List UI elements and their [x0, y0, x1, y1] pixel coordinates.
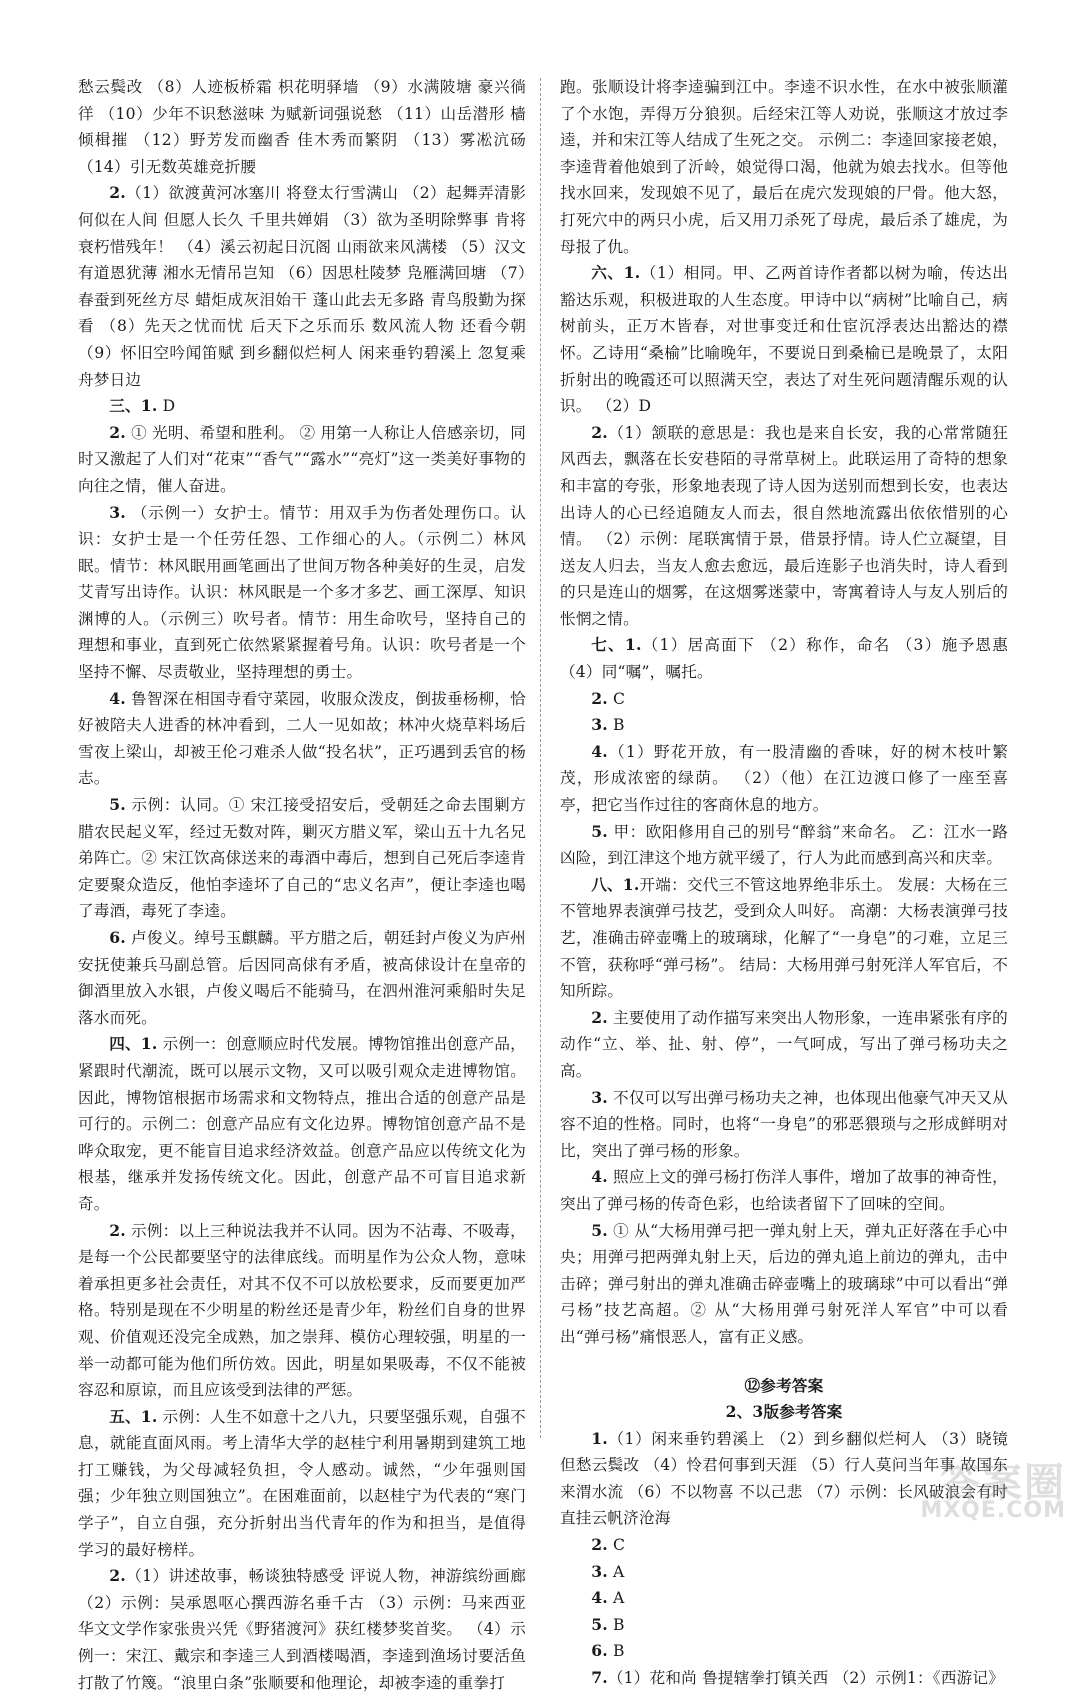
answer-item: 6. 卢俊义。绰号玉麒麟。平方腊之后，朝廷封卢俊义为庐州安抚使兼兵马副总管。后因同高俅有矛盾，被高俅设计在皇帝的御酒里放入水银，卢俊义喝后不能骑马，在泗州淮河乘船时失足落水而死。	[78, 928, 526, 1027]
answer-item: 4. 照应上文的弹弓杨打伤洋人事件，增加了故事的神奇性，突出了弹弓杨的传奇色彩，也给读者留下了回味的空间。	[560, 1167, 1008, 1213]
answer-item: 七、1.（1）居高面下 （2）称作，命名 （3）施予恩惠 （4）同“嘱”，嘱托。	[560, 635, 1008, 682]
watermark-url-text: MXQE.COM	[920, 1498, 1066, 1523]
answer-item: 2.（1）欲渡黄河冰塞川 将登太行雪满山 （2）起舞弄清影 何似在人间 但愿人长久 千里共婵娟 （3）欲为圣明除弊事 肯将衰朽惜残年！ （4）溪云初起日沉阁 山雨欲来风满楼 （5）汉文有道恩犹薄 湘水无情吊岂知 （6）因思杜陵梦 凫雁满回塘 （7）春蚕到死丝方尽 蜡炬成灰泪始干 蓬山此去无多路 青鸟殷勤为探看 （8）先天之忧而忧 后天下之乐而乐 数风流人物 还看今朝 （9）怀旧空吟闻笛赋 到乡翻似烂柯人 闲来垂钓碧溪上 忽复乘舟梦日边	[78, 183, 526, 389]
section-gap	[560, 1351, 1008, 1373]
section-subtitle: 2、3版参考答案	[725, 1402, 843, 1422]
answer-item: 2. C	[591, 1535, 626, 1555]
column-divider	[540, 78, 541, 1438]
answer-item: 6. B	[591, 1641, 625, 1661]
answer-item: 4. A	[591, 1588, 625, 1608]
answer-item: 四、1. 示例一：创意顺应时代发展。博物馆推出创意产品，紧跟时代潮流，既可以展示文物，又可以吸引观众走进博物馆。因此，博物馆根据市场需求和文物特点，推出合适的创意产品是可行的。示例二：创意产品应有文化边界。博物馆创意产品不是哗众取宠，更不能盲目追求经济效益。创意产品应以传统文化为根基，继承并发扬传统文化。因此，创意产品不可盲目追求新奇。	[78, 1034, 526, 1213]
answer-item: 三、1. D	[109, 396, 176, 416]
answer-item: 2.（1）颔联的意思是：我也是来自长安，我的心常常随狂风西去，飘落在长安巷陌的寻常草树上。此联运用了奇特的想象和丰富的夸张，形象地表现了诗人因为送别而想到长安，也表达出诗人的心已经追随友人而去，很自然地流露出依依惜别的心情。 （2）示例：尾联寓情于景，借景抒情。诗人伫立凝望，目送友人归去，当友人愈去愈远，最后连影子也消失时，诗人看到的只是连山的烟雾，在这烟雾迷蒙中，寄寓着诗人与友人别后的怅惘之情。	[560, 422, 1008, 628]
answer-item: 5. ① 从“大杨用弹弓把一弹丸射上天，弹丸正好落在手心中央；用弹弓把两弹丸射上天，后边的弹丸追上前边的弹丸，击中击碎；弹弓射出的弹丸准确击碎壶嘴上的玻璃球”中可以看出“弹弓杨”技艺高超。② 从“大杨用弹弓射死洋人军官”中可以看出“弹弓杨”痛恨恶人，富有正义感。	[560, 1220, 1008, 1346]
answer-item: 六、1.（1）相同。甲、乙两首诗作者都以树为喻，传达出豁达乐观，积极进取的人生态度。甲诗中以“病树”比喻自己，病树前头，正万木皆春，对世事变迁和仕宦沉浮表达出豁达的襟怀。乙诗用“桑榆”比喻晚年，不要说日到桑榆已是晚景了，太阳折射出的晚霞还可以照满天空，表达了对生死问题清醒乐观的认识。 （2）D	[560, 263, 1008, 416]
answer-item: 2. ① 光明、希望和胜利。 ② 用第一人称让人倍感亲切，同时又激起了人们对“花束”“香气”“露水”“亮灯”这一类美好事物的向往之情，催人奋进。	[78, 422, 526, 495]
answer-item: 5. 示例：认同。① 宋江接受招安后，受朝廷之命去围剿方腊农民起义军，经过无数对阵，剿灭方腊义军，梁山五十九名兄弟阵亡。② 宋江饮高俅送来的毒酒中毒后，想到自己死后李逵肯定要聚众造反，他怕李逵坏了自己的“忠义名声”，便让李逵也喝了毒酒，毒死了李逵。	[78, 795, 526, 921]
site-watermark	[874, 1451, 1074, 1523]
left-column	[78, 74, 526, 1696]
section-title: ⑫参考答案	[744, 1375, 824, 1395]
answer-item: 3. 不仅可以写出弹弓杨功夫之神，也体现出他豪气冲天又从容不迫的性格。同时，也将“一身皂”的邪恶猥琐与之形成鲜明对比，突出了弹弓杨的形象。	[560, 1087, 1008, 1160]
watermark-logo-text: 答案圈	[940, 1460, 1066, 1506]
answer-item: 7.（1）花和尚 鲁提辖拳打镇关西 （2）示例1：《西游记》	[591, 1668, 1005, 1688]
answer-item: 5. B	[591, 1614, 625, 1634]
answer-item: 5. 甲：欧阳修用自己的别号“醉翁”来命名。 乙：江水一路凶险，到江津这个地方就平缓了，行人为此而感到高兴和庆幸。	[560, 821, 1008, 868]
answer-item: 3. （示例一）女护士。情节：用双手为伤者处理伤口。认识：女护士是一个任劳任怨、工作细心的人。（示例二）林风眠。情节：林风眠用画笔画出了世间万物各种美好的生灵，启发艾青写出诗作。认识：林风眠是一个多才多艺、画工深厚、知识渊博的人。（示例三）吹号者。情节：用生命吹号，坚持自己的理想和事业，直到死亡依然紧紧握着号角。认识：吹号者是一个坚持不懈、尽责敬业，坚持理想的勇士。	[78, 502, 526, 682]
right-column	[560, 74, 1008, 1692]
answer-item: 3. B	[591, 715, 625, 735]
answer-continuation: 跑。张顺设计将李逵骗到江中。李逵不识水性，在水中被张顺灌了个水饱，弄得万分狼狈。后经宋江等人劝说，张顺这才放过李逵，并和宋江等人结成了生死之交。 示例二：李逵回家接老娘，李逵背着他娘到了沂岭，娘觉得口渴，他就为娘去找水。但等他找水回来，发现娘不见了，最后在虎穴发现娘的尸骨。他大怒，打死穴中的两只小虎，后又用刀杀死了母虎，最后杀了雄虎，为母报了仇。	[560, 78, 1008, 256]
answer-item: 2.（1）讲述故事，畅谈独特感受 评说人物，神游缤纷画廊 （2）示例：吴承恩呕心撰西游名垂千古 （3）示例：马来西亚华文文学作家张贵兴凭《野猪渡河》获红楼梦奖首奖。 （4）示例一：宋江、戴宗和李逵三人到酒楼喝酒，李逵到渔场讨要活鱼打散了竹篾。“浪里白条”张顺要和他理论，却被李逵的重拳打	[78, 1566, 526, 1692]
answer-item: 4.（1）野花开放，有一股清幽的香味，好的树木枝叶繁茂，形成浓密的绿荫。 （2）（他）在江边渡口修了一座至喜亭，把它当作过往的客商休息的地方。	[560, 741, 1008, 815]
answer-continuation: 愁云鬓改 （8）人迹板桥霜 枳花明驿墙 （9）水满陂塘 豪兴徜徉 （10）少年不识愁滋味 为赋新词强说愁 （11）山岳潜形 樯倾楫摧 （12）野芳发而幽香 佳木秀而繁阴 （13）雾凇沆砀 （14）引无数英雄竞折腰	[78, 78, 526, 176]
answer-item: 2. C	[591, 688, 626, 708]
answer-item: 八、1.开端：交代三不管这地界绝非乐土。 发展：大杨在三不管地界表演弹弓技艺，受到众人叫好。 高潮：大杨表演弹弓技艺，准确击碎壶嘴上的玻璃球，化解了“一身皂”的刁难，立足三不管，获称呼“弹弓杨”。 结局：大杨用弹弓射死洋人军官后，不知所踪。	[560, 874, 1008, 1001]
answer-item: 1.（1）闲来垂钓碧溪上 （2）到乡翻似烂柯人 （3）晓镜但愁云鬓改 （4）怜君何事到天涯 （5）行人莫问当年事 故国东来渭水流 （6）不以物喜 不以己悲 （7）示例：长风破浪会有时 直挂云帆济沧海	[560, 1428, 1008, 1528]
answer-item: 2. 主要使用了动作描写来突出人物形象，一连串紧张有序的动作“立、举、扯、射、停”，一气呵成，写出了弹弓杨功夫之高。	[560, 1007, 1008, 1080]
answer-item: 五、1. 示例：人生不如意十之八九，只要坚强乐观，自强不息，就能直面风雨。考上清华大学的赵桂宁利用暑期到建筑工地打工赚钱，为父母减轻负担，令人感动。诚然，“少年强则国强；少年独立则国独立”。在困难面前，以赵桂宁为代表的“寒门学子”，自立自强，充分折射出当代青年的作为和担当，是值得学习的最好榜样。	[78, 1406, 526, 1559]
answer-item: 4. 鲁智深在相国寺看守菜园，收服众泼皮，倒拔垂杨柳，恰好被陪夫人进香的林冲看到，二人一见如故；林冲火烧草料场后雪夜上梁山，却被王伦刁难杀人做“投名状”，正巧遇到丢官的杨志。	[78, 688, 526, 788]
answer-item: 3. A	[591, 1561, 625, 1581]
answer-item: 2. 示例：以上三种说法我并不认同。因为不沾毒、不吸毒，是每一个公民都要坚守的法律底线。而明星作为公众人物，意味着承担更多社会责任，对其不仅不可以放松要求，反而要更加严格。特别是现在不少明星的粉丝还是青少年，粉丝们自身的世界观、价值观还没完全成熟，加之崇拜、模仿心理较强，明星的一举一动都可能为他们所仿效。因此，明星如果吸毒，不仅不能被容忍和原谅，而且应该受到法律的严惩。	[78, 1220, 526, 1400]
